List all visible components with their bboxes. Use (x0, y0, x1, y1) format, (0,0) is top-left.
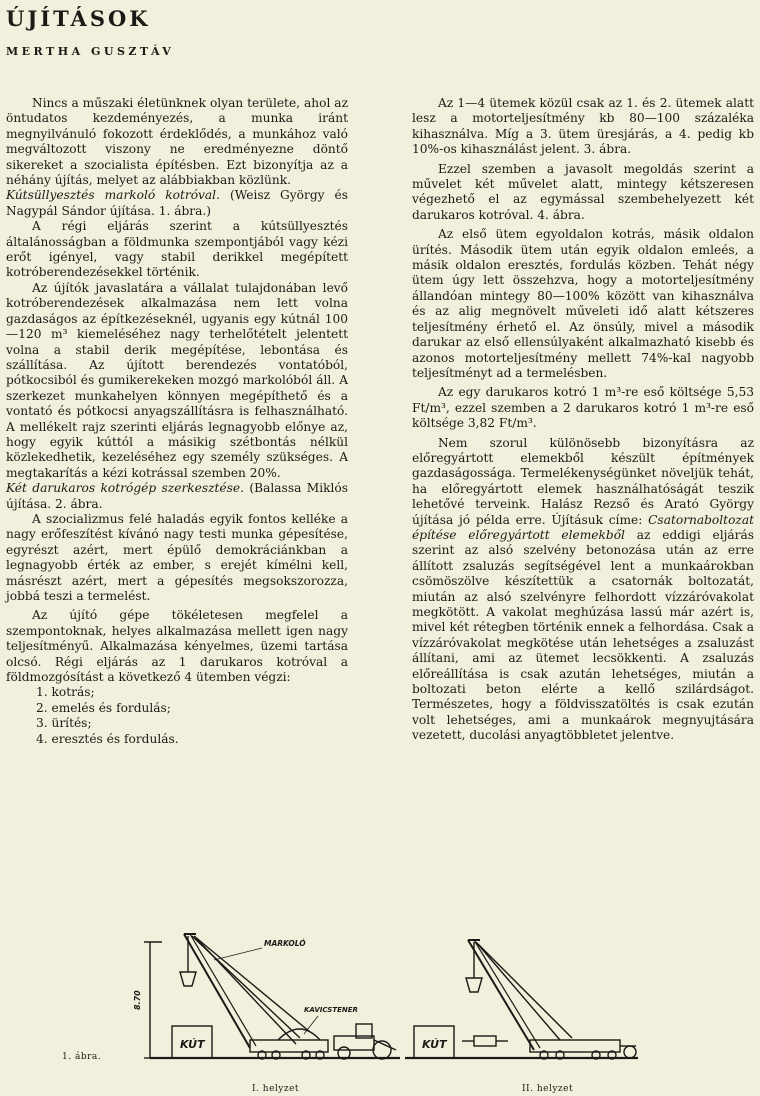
section-1-authors: (Weisz György és Nagypál Sándor újítása. 1. ábra.) (6, 188, 348, 218)
kavicstener-label: KAVICSTENER (304, 1006, 358, 1014)
paragraph-lead: Nem szorul különösebb bizonyításra az előregyártott elemekből készült építmények gazdaságossága. Termelékenységünket növeljük tehát, ha előregyártott elemek használhatóságát teszik lehetővé terveink. Halász Rezső és Arató György újítása jó példa erre. Újításuk címe: (412, 435, 754, 527)
list-item: 4. eresztés és fordulás. (36, 731, 179, 746)
steps-list (6, 685, 348, 747)
section-2-authors: (Balassa Miklós újítása. 2. ábra. (6, 481, 349, 511)
left-column (6, 96, 348, 747)
height-label: 8.70 (133, 990, 142, 1010)
well-label-left: KÚT (180, 1038, 205, 1051)
position-1-caption: I. helyzet (252, 1084, 300, 1094)
position-2-caption: II. helyzet (522, 1084, 574, 1094)
carriage-body (250, 1040, 328, 1052)
paragraph: A szocializmus felé haladás egyik fontos kelléke a nagy erőfeszítést kívánó nagy testi munka gépesítése, egyrészt azért, mert épülő demokráciánkban a legnagyobb érték az ember, s erejét kímélni kell, másrészt azért, mert a gépesítés megsokszorozza, jobbá teszi a termelést. (6, 511, 348, 603)
paragraph: Az első ütem egyoldalon kotrás, másik oldalon ürítés. Második ütem után egyik oldalon emleés, a másik oldalon eresztés, fordulás közben. Tehát négy ütem úgy lett összehzva, hogy a motorteljesítmény állandóan mintegy 80—100% között van kihasználva és az alig megnövelt műveleti idő alatt kétszeres teljesítmény érhető el. Az önsúly, mivel a második darukar az első ellensúlyaként alkalmazható kisebb és azonos motorteljesítmény mellett 74%-kal nagyobb teljesítményt ad a termelésben. (412, 227, 754, 380)
figure-caption: 1. ábra. (62, 1052, 102, 1062)
right-column (412, 96, 754, 744)
paragraph: Az újítók javaslatára a vállalat tulajdonában levő kotróberendezések alkalmazása nem lett volna gazdaságos az építkezéseknél, ugyanis egy kútnál 100—120 m³ kiemeléséhez nagy terhelőtételt jelentett volna a stabil derik megépítése, lebontása és szállítása. Az újított berendezés vontatóból, pótkocsiból és gumikerekeken mozgó markolóból áll. A szerkezet munkahelyen könnyen megépíthető és a vontató és pótkocsi anyagszállításra is felhasználható. A mellékelt rajz szerinti eljárás legnagyobb előnye az, hogy egyik kúttól a másikig szétbontás nélkül közlekedhetik, kezeléséhez egy személy szükséges. A megtakarítás a kézi kotrással szemben 20%. (6, 280, 348, 480)
excavator-figure (0, 900, 760, 1096)
paragraph: Ezzel szemben a javasolt megoldás szerint a művelet két művelet alatt, mintegy kétszeresen végezhető el az egymással szembehelyezett két darukaros kotróval. 4. ábra. (412, 161, 754, 222)
paragraph (412, 436, 754, 744)
paragraph: Az 1—4 ütemek közül csak az 1. és 2. ütemek alatt lesz a motorteljesítmény kb 80—100 százaléka kihasználva. Míg a 3. ütem üresjárás, a 4. pedig kb 10%-os kihasználást jelent. 3. ábra. (412, 96, 754, 157)
excavator-drawing (0, 900, 760, 1096)
paragraph: Az újító gépe tökéletesen megfelel a szempontoknak, helyes alkalmazása mellett igen nagy teljesítményű. Alkalmazása kényelmes, üzemi tartása olcsó. Régi eljárás az 1 darukaros kotróval a földmozgósítást a következő 4 ütemben végzi: (6, 608, 348, 685)
list-item: 1. kotrás; (36, 685, 95, 700)
section-2-title: Két darukaros kotrógép szerkesztése. (6, 481, 244, 496)
section-1-title: Kútsüllyesztés markoló kotróval. (6, 188, 220, 203)
list-item: 2. emelés és fordulás; (36, 700, 171, 715)
innovation-title: Csatornaboltozat építése előregyártott elemekből (412, 512, 754, 542)
paragraph: A régi eljárás szerint a kútsüllyesztés általánosságban a földmunka szempontjából vagy kézi erőt igényel, vagy stabil derikkel megépített kotróberendezésekkel történik. (6, 219, 348, 280)
paragraph: Az egy darukaros kotró 1 m³-re eső költsége 5,53 Ft/m³, ezzel szemben a 2 darukaros kotró 1 m³-re eső költsége 3,82 Ft/m³. (412, 385, 754, 431)
intro-paragraph: Nincs a műszaki életünknek olyan területe, ahol az öntudatos kezdeményezés, a munka iránt megnyilvánuló fokozott érdeklődés, a munkához való megváltozott viszony ne eredményezne döntő sikereket a szocialista építésben. Ezt bizonyítja az a néhány újítás, melyet az alábbiakban közlünk. (6, 96, 348, 188)
paragraph-rest: az eddigi eljárás szerint az alsó szelvény betonozása után az erre állított zsaluzás segítségével lent a munkaárokban csömöszölve készítettük a csatornák boltozatát, miután az alsó szelvényre felhordott vízzáróvakolat megkötött. A vakolat meghúzása lassú már azért is, mivel két rétegben történik ennek a felhordása. Csak a vízzáróvakolat megkötése után lehetséges a zsaluzást állítani, ami az ütemet lecsökkenti. A zsaluzás előreállítása is csak azután lehetséges, miután a boltozati beton elérte a kellő szilárdságot. Természetes, hogy a földvisszatöltés is csak ezután volt lehetséges, ami a munkaárok megnyujtására vezetett, ducolási anyagtöbbletet jelentve. (412, 527, 754, 743)
author-name: MERTHA GUSZTÁV (6, 45, 175, 58)
well-label-right: KÚT (422, 1038, 447, 1051)
section-heading-2 (6, 481, 348, 512)
section-heading-1 (6, 188, 348, 219)
markolo-label: MARKOLÓ (264, 939, 306, 948)
list-item: 3. ürítés; (36, 716, 92, 731)
page-title: ÚJÍTÁSOK (6, 6, 151, 31)
